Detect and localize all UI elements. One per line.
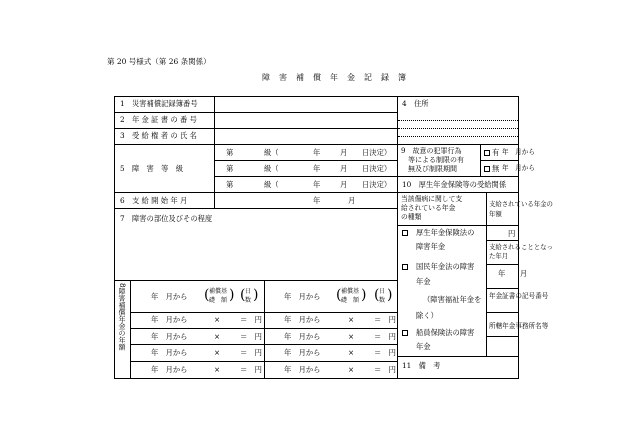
r8-row-right-times: × — [348, 332, 355, 341]
r8-label-div — [130, 280, 131, 379]
grade1-kyu: 級（ — [264, 148, 279, 157]
grade2-decided: 日決定） — [362, 164, 392, 173]
r8-h-right-base2: 礎 額 — [341, 297, 360, 304]
r10-right-line4 — [486, 312, 518, 313]
r11-line — [397, 356, 518, 357]
senin-label: 船員保険法の障害 — [416, 328, 475, 337]
grade2-dai: 第 — [226, 164, 234, 173]
r9-line-bottom — [397, 176, 518, 177]
r8-h-left-paren-r: ) — [229, 287, 235, 303]
r10-head-left2: 給されている年金 — [401, 204, 456, 212]
r10-right-line2 — [486, 264, 518, 265]
r8-line4 — [130, 361, 397, 362]
r8-row-right-from: 年 月から — [284, 315, 321, 324]
grade3-kyu: 級（ — [264, 180, 279, 189]
r8-h-left-paren-l2: ( — [240, 287, 246, 303]
r8-h-left-days1: 日 — [245, 288, 252, 295]
r10-label: 10 厚生年金保険等の受給関係 — [402, 180, 507, 189]
r8-row-left-from: 年 月から — [151, 332, 188, 341]
r8-row-left-times: × — [214, 332, 221, 341]
r8-row-left-from: 年 月から — [151, 365, 188, 374]
r8-mid-div — [264, 280, 265, 379]
r8-label: 8障害補償年金の年額 — [118, 283, 126, 351]
r10-yen: 円 — [508, 229, 516, 238]
r8-h-left-paren-r2: ) — [253, 287, 259, 303]
r10-start1: 支給されることとなっ — [489, 243, 553, 251]
r8-row-left-times: × — [214, 315, 221, 324]
line-r5 — [114, 192, 519, 193]
r10-start2: た年月 — [489, 252, 509, 260]
r8-h-left-days2: 数 — [245, 297, 252, 304]
r1-label: 1 災害補償記録簿番号 — [120, 99, 198, 108]
r10-head-right2: 年額 — [489, 210, 502, 218]
r10-div — [486, 192, 487, 356]
grade3-decided: 日決定） — [362, 180, 392, 189]
r8-row-left-eq: ＝ 円 — [240, 315, 262, 324]
r8-h-right-paren-r: ) — [361, 287, 367, 303]
r10-office: 所轄年金事務所名等 — [489, 322, 549, 330]
grade3-nen: 年 — [313, 180, 321, 189]
r8-row-right-eq: ＝ 円 — [374, 348, 396, 357]
grade2-tsuki: 月 — [340, 164, 348, 173]
r8-h-left-paren-l: ( — [204, 287, 210, 303]
r8-line3 — [130, 344, 397, 345]
r10-start-ym: 年 月 — [498, 269, 528, 278]
kokumin-label-2: 年金 — [416, 277, 431, 286]
r9-no-tail: 年 月から — [502, 164, 535, 172]
r9-line1: 9 故意の犯罪行為 — [401, 147, 462, 155]
r9-yes-tail: 年 月から — [502, 148, 535, 156]
r4-dotted-1 — [398, 120, 518, 121]
r6-nen: 年 — [313, 196, 321, 205]
r8-row-left-eq: ＝ 円 — [240, 365, 262, 374]
r8-row-right-times: × — [348, 365, 355, 374]
r8-h-right-from: 年 月から — [284, 292, 321, 301]
grade1-dai: 第 — [226, 148, 234, 157]
r10-right-line5 — [486, 336, 518, 337]
grade3-tsuki: 月 — [340, 180, 348, 189]
r8-row-right-eq: ＝ 円 — [374, 365, 396, 374]
page-title: 障 害 補 償 年 金 記 録 簿 — [262, 73, 407, 82]
line-grade1 — [214, 160, 397, 161]
grade1-nen: 年 — [313, 148, 321, 157]
r10-head-right1: 支給されている年金の — [489, 200, 553, 208]
kokumin-checkbox[interactable] — [402, 264, 408, 270]
senin-checkbox[interactable] — [402, 330, 408, 336]
r5-label: 5 障 害 等 級 — [120, 164, 184, 173]
r8-h-right-paren-r2: ) — [387, 287, 393, 303]
line-r7 — [114, 280, 397, 281]
r10-right-line3 — [486, 288, 518, 289]
kosei-checkbox[interactable] — [402, 230, 408, 236]
r9-line3: 無及び制限期間 — [408, 165, 457, 173]
r10-head-left1: 当該傷病に関して支 — [401, 195, 463, 203]
grade1-tsuki: 月 — [340, 148, 348, 157]
r6-label: 6 支 給 開 始 年 月 — [120, 196, 188, 205]
r4-dotted-3 — [398, 136, 518, 137]
r8-row-right-eq: ＝ 円 — [374, 315, 396, 324]
line-r6 — [114, 208, 397, 209]
r4-label: 4 住所 — [402, 99, 429, 108]
frame-left — [114, 96, 115, 379]
r10-head-line — [397, 225, 518, 226]
r4-dotted-2 — [398, 128, 518, 129]
grade3-dai: 第 — [226, 180, 234, 189]
line-r2 — [114, 128, 397, 129]
r8-row-right-from: 年 月から — [284, 332, 321, 341]
r8-h-right-base1: 補償基 — [341, 288, 360, 295]
r8-h-left-base2: 礎 額 — [209, 297, 228, 304]
r8-line2 — [130, 328, 397, 329]
senin-label-2: 年金 — [416, 342, 431, 351]
frame-top — [114, 96, 519, 97]
r8-row-right-eq: ＝ 円 — [374, 332, 396, 341]
r8-row-left-eq: ＝ 円 — [240, 348, 262, 357]
r7-label: 7 障害の部位及びその程度 — [120, 214, 213, 223]
r10-head-left3: の種類 — [401, 213, 422, 221]
r8-row-left-from: 年 月から — [151, 348, 188, 357]
kokumin-label-3: （障害福祉年金を — [423, 295, 482, 304]
r8-row-left-times: × — [214, 365, 221, 374]
grade1-decided: 日決定） — [362, 148, 392, 157]
kosei-label: 厚生年金保険法の — [416, 228, 475, 237]
r8-h-right-paren-l2: ( — [374, 287, 380, 303]
r8-row-right-from: 年 月から — [284, 365, 321, 374]
r6-tsuki: 月 — [348, 196, 356, 205]
r10-cert-no: 年金証書の記号番号 — [489, 292, 549, 300]
r8-h-left-base1: 補償基 — [209, 288, 228, 295]
r9-line2: 等による制限の有 — [408, 156, 464, 164]
r8-row-left-from: 年 月から — [151, 315, 188, 324]
r9-no-checkbox[interactable] — [484, 166, 490, 172]
r8-h-right-paren-l: ( — [336, 287, 342, 303]
grade2-kyu: 級（ — [264, 164, 279, 173]
line-r3 — [114, 144, 519, 145]
r8-row-left-eq: ＝ 円 — [240, 332, 262, 341]
form-number: 第 20 号様式（第 26 条関係） — [107, 57, 211, 66]
r9-line-mid — [480, 160, 518, 161]
line-r1 — [114, 112, 397, 113]
r11-label: 11 備 考 — [402, 361, 441, 370]
line-grade2 — [214, 176, 397, 177]
frame-right — [518, 96, 519, 379]
r9-yes-checkbox[interactable] — [484, 150, 490, 156]
grade2-nen: 年 — [313, 164, 321, 173]
r8-row-right-from: 年 月から — [284, 348, 321, 357]
r8-row-left-times: × — [214, 348, 221, 357]
r8-h-left-from: 年 月から — [151, 292, 188, 301]
divider-main — [397, 96, 398, 379]
kokumin-label: 国民年金法の障害 — [416, 262, 475, 271]
r10-right-line1 — [486, 240, 518, 241]
r8-row-right-times: × — [348, 348, 355, 357]
r8-h-right-days2: 数 — [379, 297, 386, 304]
r8-line1 — [130, 312, 397, 313]
r9-no-label: 無 — [492, 164, 500, 173]
r8-row-right-times: × — [348, 315, 355, 324]
r8-h-right-days1: 日 — [379, 288, 386, 295]
r2-label: 2 年 金 証 書 の 番 号 — [120, 115, 197, 124]
kosei-label-2: 障害年金 — [416, 242, 446, 251]
frame-bottom — [114, 378, 519, 379]
kokumin-label-4: 除く） — [416, 311, 438, 320]
r3-label: 3 受 給 権 者 の 氏 名 — [120, 131, 197, 140]
r9-yes-label: 有 — [492, 148, 500, 157]
